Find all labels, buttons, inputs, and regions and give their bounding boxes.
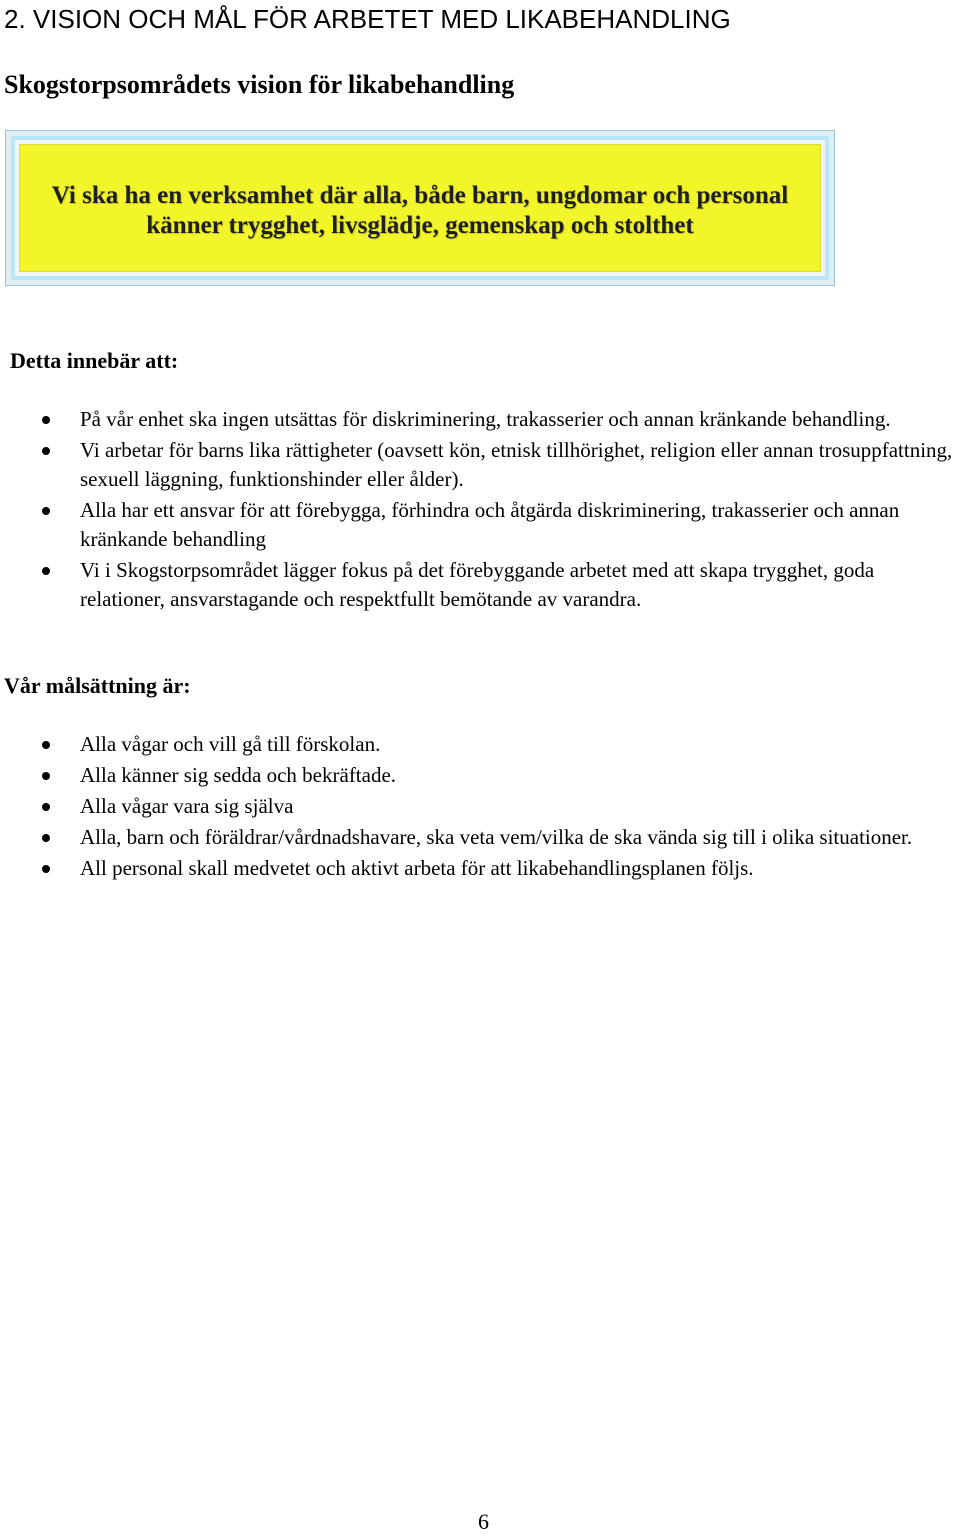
- list-item: [0, 761, 960, 790]
- vision-box-fill: [19, 144, 821, 272]
- list-item: [0, 792, 960, 821]
- meaning-list: [0, 405, 960, 616]
- goals-list: [0, 730, 960, 885]
- list-item-text: Alla vågar vara sig själva: [80, 794, 294, 818]
- list-item-text: På vår enhet ska ingen utsättas för diskriminering, trakasserier och annan kränkande behandling.: [80, 407, 891, 431]
- chapter-heading: 2. VISION OCH MÅL FÖR ARBETET MED LIKABEHANDLING: [4, 4, 731, 34]
- list-item-text: All personal skall medvetet och aktivt arbeta för att likabehandlingsplanen följs.: [80, 856, 754, 880]
- list-item: [0, 854, 960, 883]
- vision-statement-box: [5, 130, 835, 286]
- list-item-text: Vi arbetar för barns lika rättigheter (oavsett kön, etnisk tillhörighet, religion eller annan trosuppfattning, sexuell läggning, funktionshinder eller ålder).: [80, 438, 953, 491]
- meaning-heading: Detta innebär att:: [10, 348, 179, 373]
- list-item: [0, 730, 960, 759]
- bullet-icon: [42, 834, 50, 842]
- section-heading: Skogstorpsområdets vision för likabehandling: [4, 70, 515, 99]
- page-number: 6: [478, 1509, 489, 1534]
- bullet-icon: [42, 803, 50, 811]
- list-item: [0, 496, 960, 554]
- list-item-text: Alla har ett ansvar för att förebygga, förhindra och åtgärda diskriminering, trakasserier och annan kränkande behandling: [80, 498, 900, 551]
- list-item-text: Alla vågar och vill gå till förskolan.: [80, 732, 381, 756]
- list-item: [0, 556, 960, 614]
- bullet-icon: [42, 567, 50, 575]
- list-item-text: Alla känner sig sedda och bekräftade.: [80, 763, 397, 787]
- bullet-icon: [42, 447, 50, 455]
- vision-line-1: Vi ska ha en verksamhet där alla, både barn, ungdomar och personal: [51, 182, 789, 209]
- goals-heading: Vår målsättning är:: [4, 673, 191, 698]
- vision-line-2: känner trygghet, livsglädje, gemenskap och stolthet: [146, 212, 694, 239]
- bullet-icon: [42, 507, 50, 515]
- bullet-icon: [42, 772, 50, 780]
- list-item: [0, 436, 960, 494]
- list-item-text: Vi i Skogstorpsområdet lägger fokus på det förebyggande arbetet med att skapa trygghet, goda relationer, ansvarstagande och respektfullt bemötande av varandra.: [80, 558, 875, 611]
- bullet-icon: [42, 416, 50, 424]
- list-item: [0, 405, 960, 434]
- list-item: [0, 823, 960, 852]
- bullet-icon: [42, 865, 50, 873]
- bullet-icon: [42, 741, 50, 749]
- list-item-text: Alla, barn och föräldrar/vårdnadshavare, ska veta vem/vilka de ska vända sig till i olika situationer.: [80, 825, 913, 849]
- vision-box-frame: [11, 136, 829, 280]
- vision-statement: [52, 175, 788, 241]
